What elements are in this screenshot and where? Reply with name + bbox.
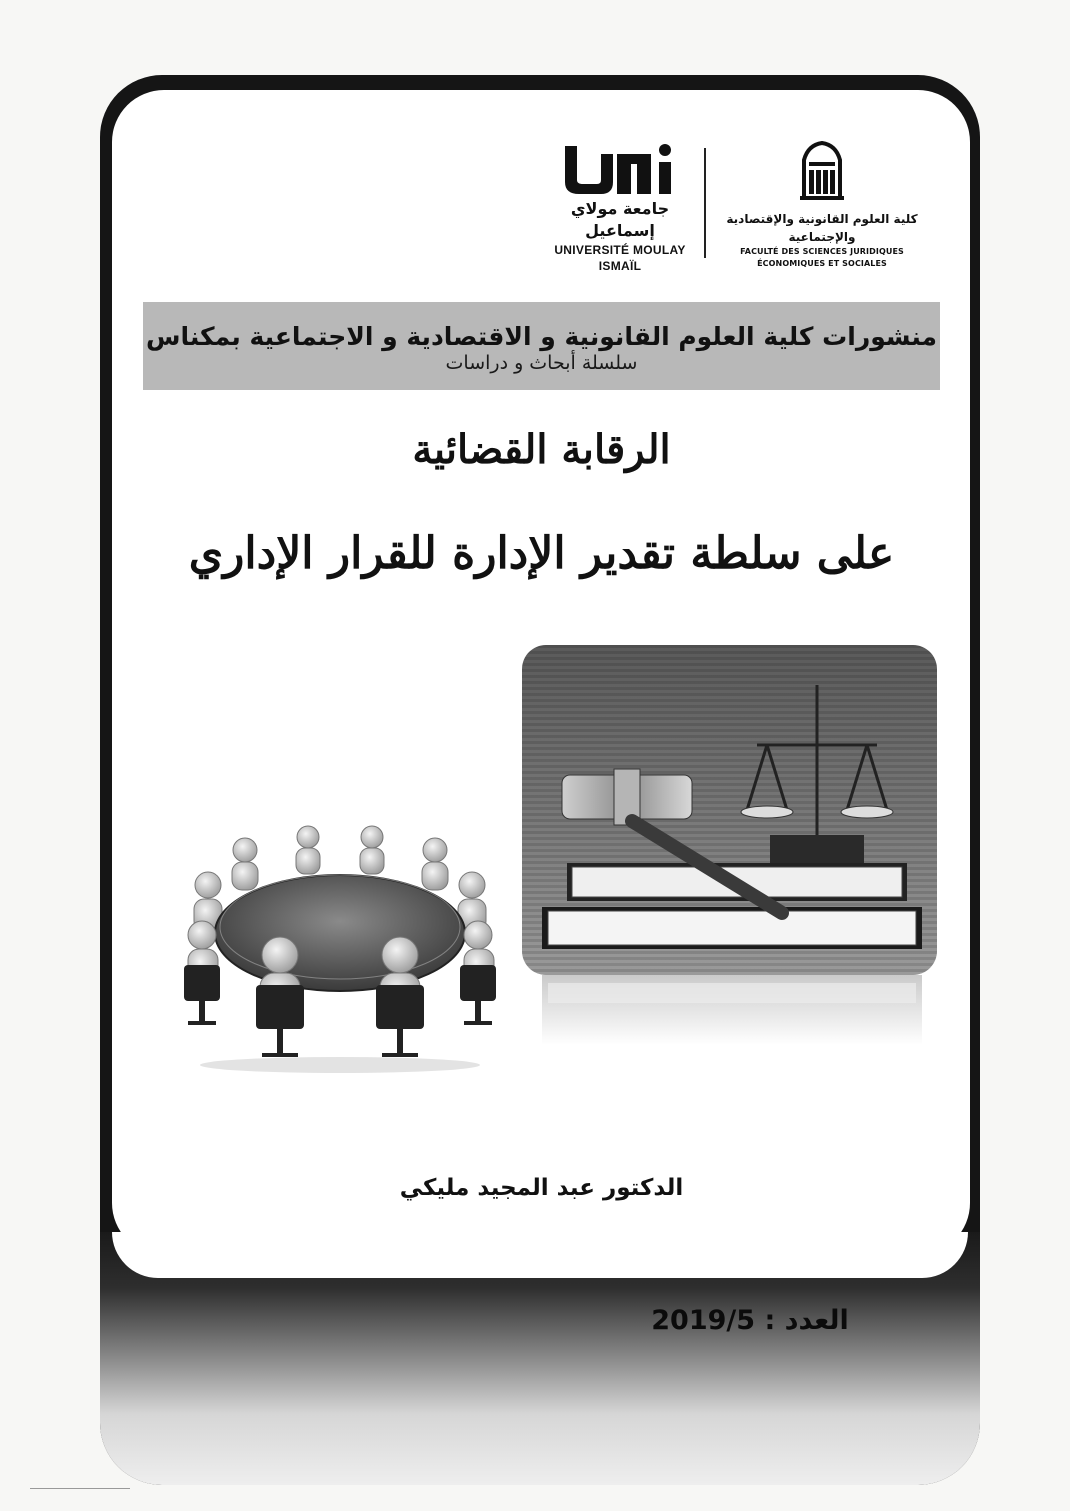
book-title-line1: الرقابة القضائية (412, 426, 671, 473)
publication-band (143, 302, 940, 390)
books-reflection (522, 975, 937, 1070)
book-title-line2: على سلطة تقدير الإدارة للقرار الإداري (188, 528, 895, 579)
faculty-logo (712, 140, 932, 268)
faculty-building-icon (792, 140, 852, 202)
university-name-ar: جامعة مولاي إسماعيل (570, 199, 670, 240)
publication-title: منشورات كلية العلوم القانونية و الاقتصادية و الاجتماعية بمكناس (145, 322, 938, 351)
round-table-meeting-icon (180, 815, 500, 1075)
faculty-name-ar: كلية العلوم القانونية والإقتصادية والإجتماعية (726, 212, 918, 244)
author-name: الدكتور عبد المجيد مليكي (399, 1175, 684, 1201)
university-logo-icon (555, 140, 685, 198)
gavel-scales-books-icon (522, 645, 937, 975)
university-name-fr: UNIVERSITÉ MOULAY ISMAÏL (554, 243, 686, 273)
cover-bottom-gradient (100, 1232, 980, 1485)
faculty-name-fr: FACULTÉ DES SCIENCES JURIDIQUES ÉCONOMIQUES ET SOCIALES (740, 247, 904, 268)
university-logo (545, 140, 695, 273)
issue-number: العدد : 2019/5 (651, 1305, 849, 1336)
scan-artifact-line (30, 1488, 130, 1489)
series-title: سلسلة أبحاث و دراسات (445, 352, 638, 374)
logo-separator (704, 148, 706, 258)
